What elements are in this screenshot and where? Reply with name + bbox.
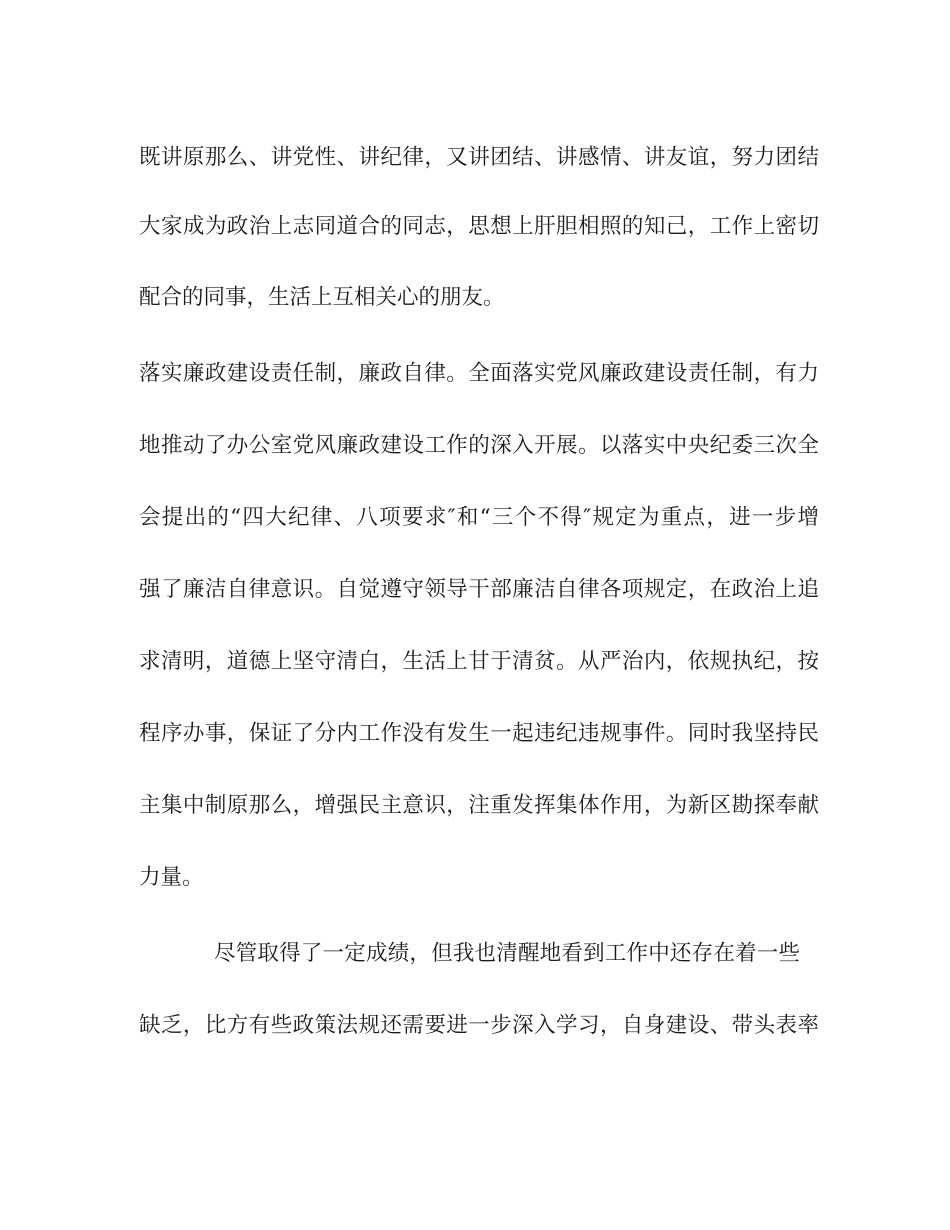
text-line-2: 大家成为政治上志同道合的同志，思想上肝胆相照的知己，工作上密切 xyxy=(139,214,819,239)
text-line-9: 程序办事，保证了分内工作没有发生一起违纪违规事件。同时我坚持民 xyxy=(139,721,819,746)
text-line-13: 缺乏，比方有些政策法规还需要进一步深入学习，自身建设、带头表率 xyxy=(139,1013,819,1038)
text-line-5: 地推动了办公室党风廉政建设工作的深入开展。以落实中央纪委三次全 xyxy=(139,433,819,458)
text-line-8: 求清明，道德上坚守清白，生活上甘于清贫。从严治内，依规执纪，按 xyxy=(139,649,819,674)
text-line-3: 配合的同事，生活上互相关心的朋友。 xyxy=(139,285,505,310)
text-line-7: 强了廉洁自律意识。自觉遵守领导干部廉洁自律各项规定，在政治上追 xyxy=(139,577,819,602)
text-line-11: 力量。 xyxy=(139,865,204,890)
text-line-12: 尽管取得了一定成绩，但我也清醒地看到工作中还存在着一些 xyxy=(214,941,800,966)
text-line-10: 主集中制原那么，增强民主意识，注重发挥集体作用，为新区勘探奉献 xyxy=(139,793,819,818)
text-line-4: 落实廉政建设责任制，廉政自律。全面落实党风廉政建设责任制，有力 xyxy=(139,361,819,386)
text-line-1: 既讲原那么、讲党性、讲纪律，又讲团结、讲感情、讲友谊，努力团结 xyxy=(139,145,819,170)
text-line-6: 会提出的“四大纪律、八项要求″和“三个不得″规定为重点，进一步增 xyxy=(139,505,819,530)
